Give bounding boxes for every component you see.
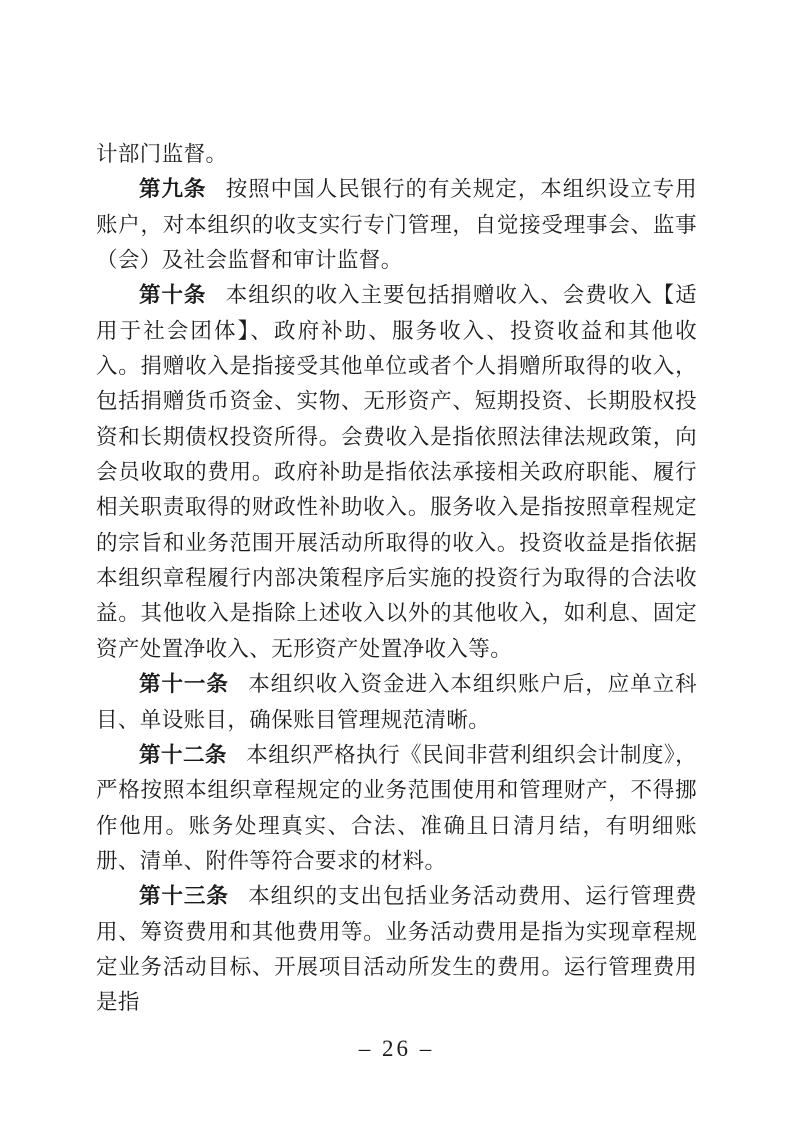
paragraph-text: 按照中国人民银行的有关规定，本组织设立专用账户，对本组织的收支实行专门管理，自觉接受理事会、监事（会）及社会监督和审计监督。 [96,177,697,273]
paragraph-text: 本组织的收入主要包括捐赠收入、会费收入【适用于社会团体】、政府补助、服务收入、投资收益和其他收入。捐赠收入是指接受其他单位或者个人捐赠所取得的收入，包括捐赠货币资金、实物、无形资产、短期投资、长期股权投资和长期债权投资所得。会费收入是指依照法律法规政策，向会员收取的费用。政府补助是指依法承接相关政府职能、履行相关职责取得的财政性补助收入。服务收入是指按照章程规定的宗旨和业务范围开展活动所取得的收入。投资收益是指依据本组织章程履行内部决策程序后实施的投资行为取得的合法收益。其他收入是指除上述收入以外的其他收入，如利息、固定资产处置净收入、无形资产处置净收入等。 [96,283,697,661]
paragraph-continuation [96,137,697,172]
paragraph-text: 本组织收入资金进入本组织账户后，应单立科目、单设账目，确保账目管理规范清晰。 [96,672,697,732]
page-number: – 26 – [358,1036,435,1061]
paragraph-text: 本组织的支出包括业务活动费用、运行管理费用、筹资费用和其他费用等。业务活动费用是指为实现章程规定业务活动目标、开展项目活动所发生的费用。运行管理费用是指 [96,884,697,1015]
paragraph-article-10 [96,278,697,667]
page-body [96,137,697,1021]
paragraph-article-11 [96,667,697,738]
paragraph-article-12 [96,738,697,879]
article-number: 第九条 [139,177,207,202]
paragraph-article-9 [96,172,697,278]
article-number: 第十二条 [139,742,227,767]
paragraph-text: 计部门监督。 [96,142,228,166]
paragraph-article-13 [96,879,697,1020]
article-number: 第十一条 [139,672,229,697]
article-number: 第十条 [139,283,207,308]
paragraph-text: 本组织严格执行《民间非营利组织会计制度》，严格按照本组织章程规定的业务范围使用和管理财产，不得挪作他用。账务处理真实、合法、准确且日清月结，有明细账册、清单、附件等符合要求的材料。 [96,742,697,873]
page-footer [0,1036,793,1062]
article-number: 第十三条 [139,884,229,909]
